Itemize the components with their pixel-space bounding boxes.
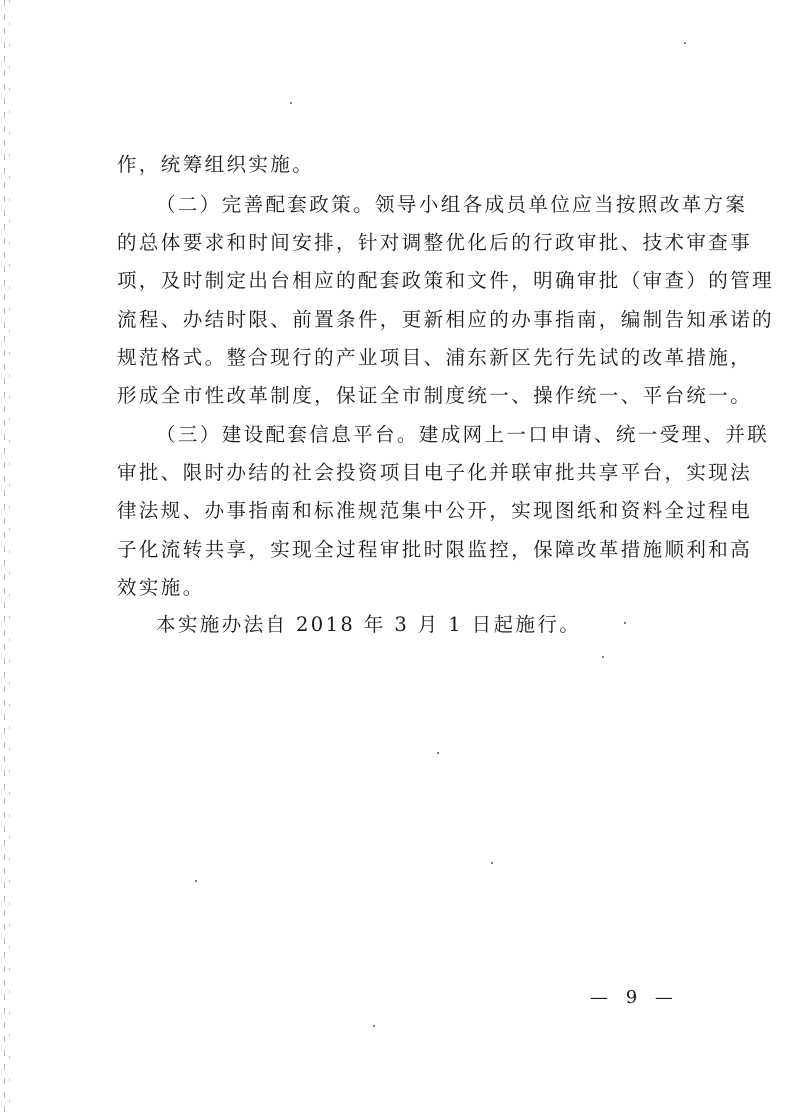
text-line: （三）建设配套信息平台。建成网上一口申请、统一受理、并联 xyxy=(156,423,770,446)
text-line: 作，统筹组织实施。 xyxy=(117,153,315,176)
paragraph-policy xyxy=(117,186,775,415)
scan-edge-artifact xyxy=(4,0,5,1114)
scan-speck xyxy=(491,862,493,864)
scan-speck xyxy=(684,42,686,44)
scan-edge-artifact xyxy=(9,0,10,1114)
page-number: — 9 — xyxy=(590,987,679,1008)
text-line: 审批、限时办结的社会投资项目电子化并联审批共享平台，实现法 xyxy=(117,461,753,485)
text-line: 子化流转共享，实现全过程审批时限监控，保障改革措施顺利和高 xyxy=(117,537,753,561)
text-line: （二）完善配套政策。领导小组各成员单位应当按照改革方案 xyxy=(156,193,748,216)
text-line: 本实施办法自 2018 年 3 月 1 日起施行。 xyxy=(156,613,582,636)
scan-speck xyxy=(373,1025,375,1027)
text-line: 流程、办结时限、前置条件，更新相应的办事指南，编制告知承诺的 xyxy=(117,307,775,331)
text-line: 项，及时制定出台相应的配套政策和文件，明确审批（审查）的管理 xyxy=(117,269,775,293)
text-line: 效实施。 xyxy=(117,575,205,599)
scan-speck xyxy=(290,102,292,104)
text-line: 规范格式。整合现行的产业项目、浦东新区先行先试的改革措施， xyxy=(117,345,753,369)
scan-speck xyxy=(195,880,197,882)
scan-speck xyxy=(602,656,604,658)
paragraph-effective-date xyxy=(117,606,679,644)
text-line: 形成全市性改革制度，保证全市制度统一、操作统一、平台统一。 xyxy=(117,384,753,408)
text-line: 律法规、办事指南和标准规范集中公开，实现图纸和资料全过程电 xyxy=(117,499,753,523)
paragraph-platform xyxy=(117,416,770,607)
paragraph-continuation xyxy=(117,146,679,184)
scan-speck xyxy=(437,752,439,754)
text-line: 的总体要求和时间安排，针对调整优化后的行政审批、技术审查事 xyxy=(117,231,753,255)
